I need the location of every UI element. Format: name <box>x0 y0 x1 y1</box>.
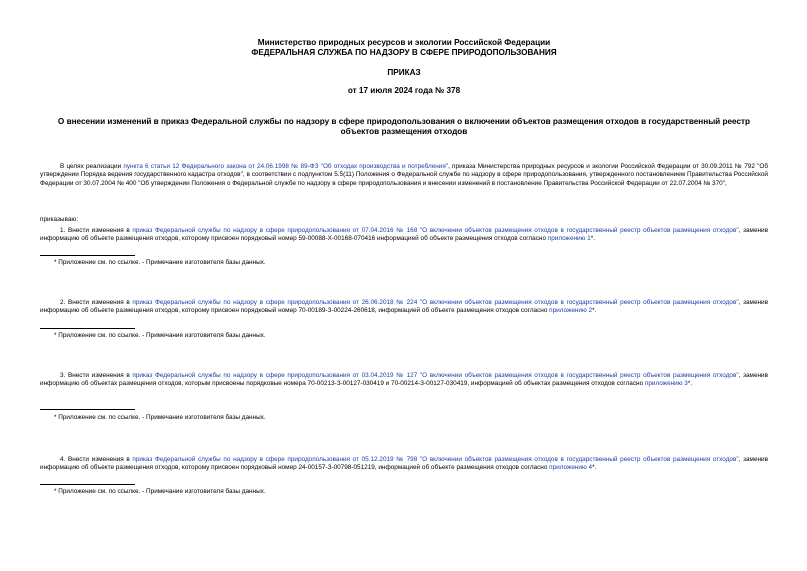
item-4-text-2: , заменив информацию об объекте размещения отходов, которому присвоен порядковый номер 24-00157-З-00798-051219, информацией об объекте размещения отходов согласно <box>40 456 768 472</box>
link-appendix-1[interactable]: приложению 1 <box>547 235 591 243</box>
footnote-divider <box>40 409 135 410</box>
item-1-text-1: 1. Внести изменения в <box>60 227 133 234</box>
order-item-1 <box>40 227 768 244</box>
item-1-text-2: , заменив информацию об объекте размещения отходов, которому присвоен порядковый номер 59-00088-Х-00168-070416 информацией об объекте размещения отходов согласно <box>40 227 768 243</box>
preamble-text-1: В целях реализации <box>60 163 124 170</box>
document-type: ПРИКАЗ <box>387 68 421 77</box>
order-item-3 <box>40 372 768 389</box>
footnote-divider <box>40 255 135 256</box>
item-2-text-2: , заменив информацию об объекте размещения отходов, которому присвоен порядковый номер 70-00189-З-00224-260618, информацией об объекте размещения отходов согласно <box>40 299 768 315</box>
order-item-4 <box>40 456 768 473</box>
item-4-text-3: *. <box>592 464 597 472</box>
link-order-224[interactable]: приказ Федеральной службы по надзору в сфере природопользования от 26.06.2018 № 224 "О включении объектов размещения отходов в государственный реестр объектов размещения отходов" <box>132 299 739 306</box>
item-3-text-3: *. <box>687 380 693 388</box>
ministry-name: Министерство природных ресурсов и экологии Российской Федерации <box>257 38 551 47</box>
document-date-number: от 17 июля 2024 года № 378 <box>347 86 461 95</box>
footnote-3: * Приложение см. по ссылке. - Примечание изготовителя базы данных. <box>54 414 266 421</box>
link-appendix-4[interactable]: приложению 4 <box>549 464 593 472</box>
footnote-divider <box>40 328 135 329</box>
link-order-168[interactable]: приказ Федеральной службы по надзору в сфере природопользования от 07.04.2016 № 168 "О включении объектов размещения отходов в государственный реестр объектов размещения отходов" <box>132 227 739 234</box>
item-2-text-1: 2. Внести изменения в <box>60 299 133 306</box>
link-appendix-2[interactable]: приложению 2 <box>549 307 593 315</box>
footnote-1: * Приложение см. по ссылке. - Примечание изготовителя базы данных. <box>54 259 266 266</box>
preamble-paragraph <box>40 163 768 188</box>
link-order-798[interactable]: приказ Федеральной службы по надзору в сфере природопользования от 05.12.2019 № 798 "О включении объектов размещения отходов в государственный реестр объектов размещения отходов" <box>132 456 739 463</box>
item-2-text-3: *. <box>592 307 597 315</box>
preamble-text-2: , приказа Министерства природных ресурсов и экологии Российской Федерации от 30.09.2011 № 792 "Об утверждении Порядка ведения государственного кадастра отходов", в соответствии с подпунктом 5.5(11) Положения о Федеральной службе по надзору в сфере природопользования, утвержденного постановлением Правительства Российской Федерации от 30.07.2004 № 400 "Об утверждении Положения о Федеральной службе по надзору в сфере природопользования и внесении изменений в постановление Правительства Российской Федерации от 22.07.2004 № 370", <box>40 163 768 187</box>
order-item-2 <box>40 299 768 316</box>
order-word: приказываю: <box>40 216 78 223</box>
service-name: ФЕДЕРАЛЬНАЯ СЛУЖБА ПО НАДЗОРУ В СФЕРЕ ПРИРОДОПОЛЬЗОВАНИЯ <box>251 48 557 57</box>
item-1-text-3: *. <box>590 235 595 243</box>
footnote-divider <box>40 484 135 485</box>
item-4-text-1: 4. Внести изменения в <box>60 456 133 463</box>
footnote-4: * Приложение см. по ссылке. - Примечание изготовителя базы данных. <box>54 488 266 495</box>
link-order-127[interactable]: приказ Федеральной службы по надзору в сфере природопользования от 03.04.2019 № 127 "О включении объектов размещения отходов в государственный реестр объектов размещения отходов" <box>132 372 739 379</box>
footnote-2: * Приложение см. по ссылке. - Примечание изготовителя базы данных. <box>54 332 266 339</box>
item-3-text-1: 3. Внести изменения в <box>60 372 133 379</box>
link-appendix-3[interactable]: приложению 3 <box>644 380 688 388</box>
link-law-89fz[interactable]: пункта 6 статьи 12 Федерального закона от 24.06.1998 № 89-ФЗ "Об отходах производства и потребления" <box>123 163 449 170</box>
document-title: О внесении изменений в приказ Федеральной службы по надзору в сфере природопользования о включении объектов размещения отходов в государственный реестр объектов размещения отходов <box>57 117 751 136</box>
item-3-text-2: , заменив информацию об объектах размещения отходов, которым присвоены порядковые номера 70-00213-З-00127-030419 и 70-00214-З-00127-030419, информацией об объектах размещения отходов согласно <box>40 372 768 388</box>
